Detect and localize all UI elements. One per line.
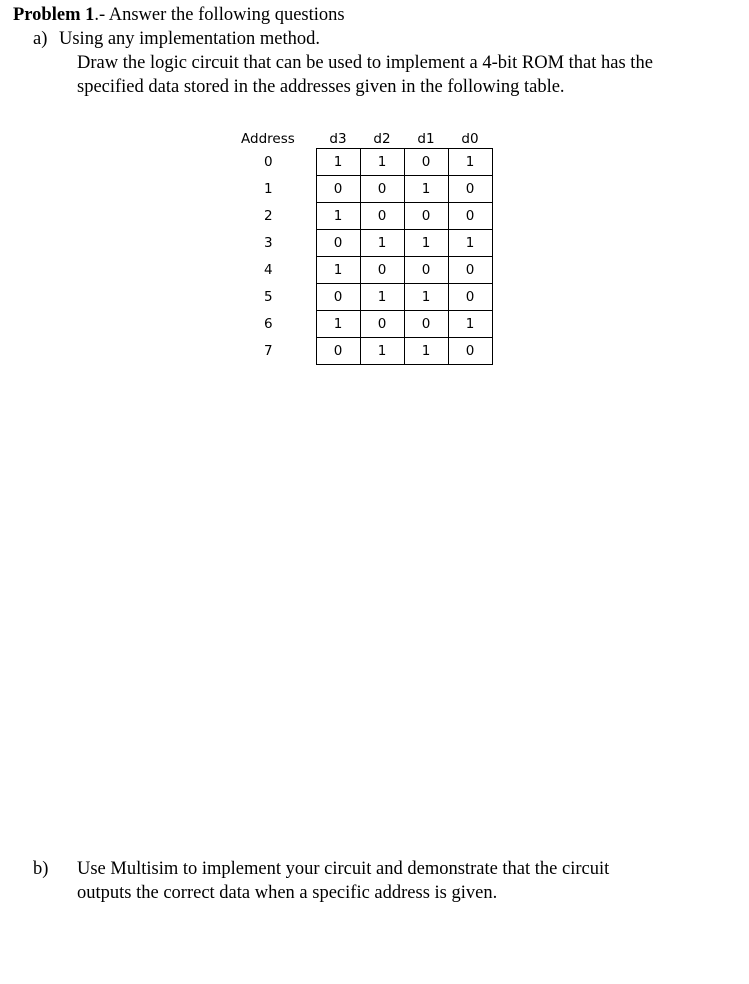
bit-cell: 1 bbox=[316, 203, 360, 230]
column-header-d3: d3 bbox=[329, 130, 347, 147]
bit-cell: 1 bbox=[448, 149, 492, 176]
address-cell: 6 bbox=[263, 316, 273, 332]
bit-cell: 0 bbox=[404, 149, 448, 176]
bit-cell: 0 bbox=[360, 311, 404, 338]
bit-cell: 1 bbox=[360, 149, 404, 176]
part-a-line-2: Draw the logic circuit that can be used to implement a 4-bit ROM that has the bbox=[77, 53, 653, 73]
table-row bbox=[241, 257, 492, 284]
bit-cell: 1 bbox=[316, 311, 360, 338]
problem-instruction: .- Answer the following questions bbox=[94, 5, 345, 25]
bit-cell: 0 bbox=[448, 257, 492, 284]
bit-cell: 1 bbox=[404, 230, 448, 257]
bit-cell: 1 bbox=[316, 149, 360, 176]
address-cell: 4 bbox=[263, 262, 273, 278]
part-b-line-1: Use Multisim to implement your circuit and demonstrate that the circuit bbox=[77, 859, 610, 879]
bit-cell: 0 bbox=[448, 338, 492, 365]
table-row bbox=[241, 149, 492, 176]
address-cell: 7 bbox=[263, 343, 273, 359]
column-header-d2: d2 bbox=[373, 130, 391, 147]
bit-cell: 1 bbox=[360, 338, 404, 365]
bit-cell: 1 bbox=[448, 230, 492, 257]
table-row bbox=[241, 230, 492, 257]
bit-cell: 0 bbox=[404, 257, 448, 284]
address-cell: 1 bbox=[263, 181, 273, 197]
bit-cell: 0 bbox=[448, 203, 492, 230]
bit-cell: 1 bbox=[360, 230, 404, 257]
bit-cell: 1 bbox=[316, 257, 360, 284]
address-cell: 5 bbox=[263, 289, 273, 305]
part-a-line-1: Using any implementation method. bbox=[59, 29, 321, 49]
bit-cell: 1 bbox=[360, 284, 404, 311]
part-b-line-2: outputs the correct data when a specific address is given. bbox=[77, 883, 498, 903]
bit-cell: 0 bbox=[448, 176, 492, 203]
bit-cell: 0 bbox=[316, 230, 360, 257]
address-cell: 3 bbox=[263, 235, 273, 251]
bit-cell: 1 bbox=[404, 338, 448, 365]
bit-cell: 0 bbox=[360, 176, 404, 203]
bit-cell: 0 bbox=[404, 203, 448, 230]
address-cell: 0 bbox=[263, 154, 273, 170]
part-a-marker: a) bbox=[33, 29, 48, 49]
column-header-d1: d1 bbox=[417, 130, 435, 147]
problem-title bbox=[13, 4, 345, 26]
table-row bbox=[241, 176, 492, 203]
problem-number: Problem 1 bbox=[13, 5, 95, 25]
table-row bbox=[241, 284, 492, 311]
bit-cell: 0 bbox=[360, 203, 404, 230]
bit-cell: 0 bbox=[316, 338, 360, 365]
rom-data-table bbox=[241, 129, 493, 365]
bit-cell: 1 bbox=[448, 311, 492, 338]
table-header-row bbox=[241, 129, 492, 149]
bit-cell: 1 bbox=[404, 176, 448, 203]
part-a-line-3: specified data stored in the addresses given in the following table. bbox=[77, 77, 565, 97]
bit-cell: 1 bbox=[404, 284, 448, 311]
bit-cell: 0 bbox=[316, 176, 360, 203]
bit-cell: 0 bbox=[448, 284, 492, 311]
table-row bbox=[241, 203, 492, 230]
bit-cell: 0 bbox=[316, 284, 360, 311]
column-header-address: Address bbox=[241, 130, 295, 147]
table-row bbox=[241, 311, 492, 338]
part-b-marker: b) bbox=[33, 859, 49, 879]
column-header-d0: d0 bbox=[461, 130, 479, 147]
bit-cell: 0 bbox=[404, 311, 448, 338]
address-cell: 2 bbox=[263, 208, 273, 224]
bit-cell: 0 bbox=[360, 257, 404, 284]
table-row bbox=[241, 338, 492, 365]
